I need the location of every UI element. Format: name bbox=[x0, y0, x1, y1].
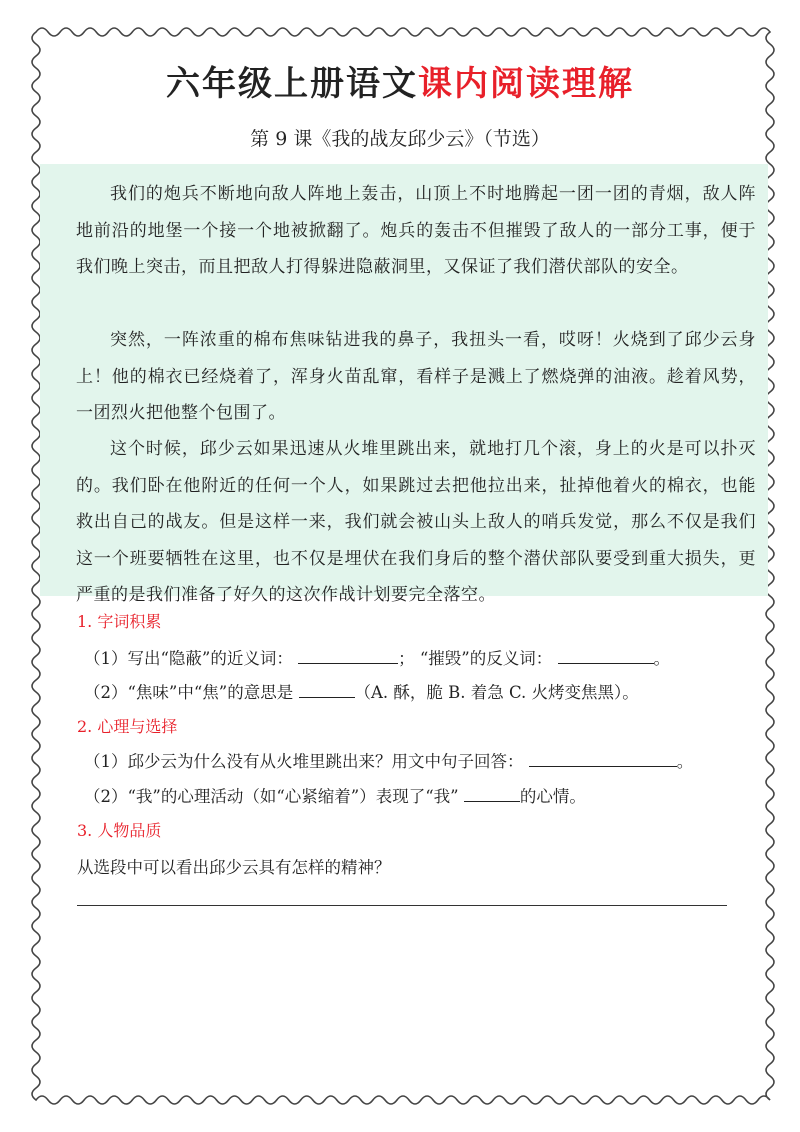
item-number: （2） bbox=[84, 787, 128, 806]
question-3-answer-line[interactable] bbox=[77, 905, 727, 906]
period: 。 bbox=[653, 649, 670, 668]
title-black-part: 六年级上册语文 bbox=[166, 64, 418, 104]
question-1-heading: 1. 字词积累 bbox=[77, 612, 162, 631]
prompt-text: “摧毁”的反义词： bbox=[419, 649, 553, 668]
question-3-heading: 3. 人物品质 bbox=[77, 821, 162, 840]
title-red-part: 课内阅读理解 bbox=[418, 64, 634, 104]
antonym-answer-blank[interactable] bbox=[558, 645, 654, 664]
lesson-subtitle: 第 9 课《我的战友邱少云》（节选） bbox=[250, 128, 550, 150]
question-2-2 bbox=[84, 783, 586, 811]
prompt-text: 写出“隐蔽”的近义词： bbox=[127, 649, 293, 668]
prompt-text: “我”的心理活动（如“心紧缩着”）表现了“我” bbox=[127, 787, 459, 806]
page-title bbox=[0, 62, 800, 106]
period: 。 bbox=[676, 752, 694, 771]
reason-answer-blank[interactable] bbox=[529, 748, 677, 767]
question-1-2 bbox=[84, 679, 639, 707]
question-3-prompt: 从选段中可以看出邱少云具有怎样的精神？ bbox=[77, 858, 391, 877]
passage-paragraph-1: 我们的炮兵不断地向敌人阵地上轰击，山顶上不时地腾起一团一团的青烟，敌人阵地前沿的地堡一个接一个地被掀翻了。炮兵的轰击不但摧毁了敌人的一部分工事，便于我们晚上突击，而且把敌人打得躲进隐蔽洞里，又保证了我们潜伏部队的安全。 bbox=[76, 184, 756, 277]
item-number: （1） bbox=[84, 752, 128, 771]
meaning-answer-blank[interactable] bbox=[299, 679, 355, 698]
passage-box bbox=[40, 164, 768, 605]
feeling-answer-blank[interactable] bbox=[464, 783, 520, 802]
prompt-text: 的心情。 bbox=[519, 787, 586, 806]
prompt-text: “焦味”中“焦”的意思是 bbox=[127, 683, 294, 702]
item-number: （1） bbox=[84, 649, 128, 668]
passage-paragraph-2: 突然，一阵浓重的棉布焦味钻进我的鼻子，我扭头一看，哎呀！火烧到了邱少云身上！他的棉衣已经烧着了，浑身火苗乱窜，看样子是溅上了燃烧弹的油液。趁着风势，一团烈火把他整个包围了。 bbox=[76, 330, 756, 423]
passage-paragraph-3: 这个时候，邱少云如果迅速从火堆里跳出来，就地打几个滚，身上的火是可以扑灭的。我们卧在他附近的任何一个人，如果跳过去把他拉出来，扯掉他着火的棉衣，也能救出自己的战友。但是这样一来，我们就会被山头上敌人的哨兵发觉，那么不仅是我们这一个班要牺牲在这里，也不仅是埋伏在我们身后的整个潜伏部队要受到重大损失，更严重的是我们准备了好久的这次作战计划要完全落空。 bbox=[76, 439, 756, 605]
separator: ； bbox=[398, 649, 415, 668]
prompt-text: 邱少云为什么没有从火堆里跳出来？用文中句子回答： bbox=[127, 752, 524, 771]
item-number: （2） bbox=[84, 683, 128, 702]
question-2-heading: 2. 心理与选择 bbox=[77, 717, 178, 736]
question-1-1 bbox=[84, 645, 670, 673]
question-2-1 bbox=[84, 748, 693, 776]
choice-options: （A. 酥，脆 B. 着急 C. 火烤变焦黑）。 bbox=[354, 683, 639, 702]
synonym-answer-blank[interactable] bbox=[298, 645, 398, 664]
